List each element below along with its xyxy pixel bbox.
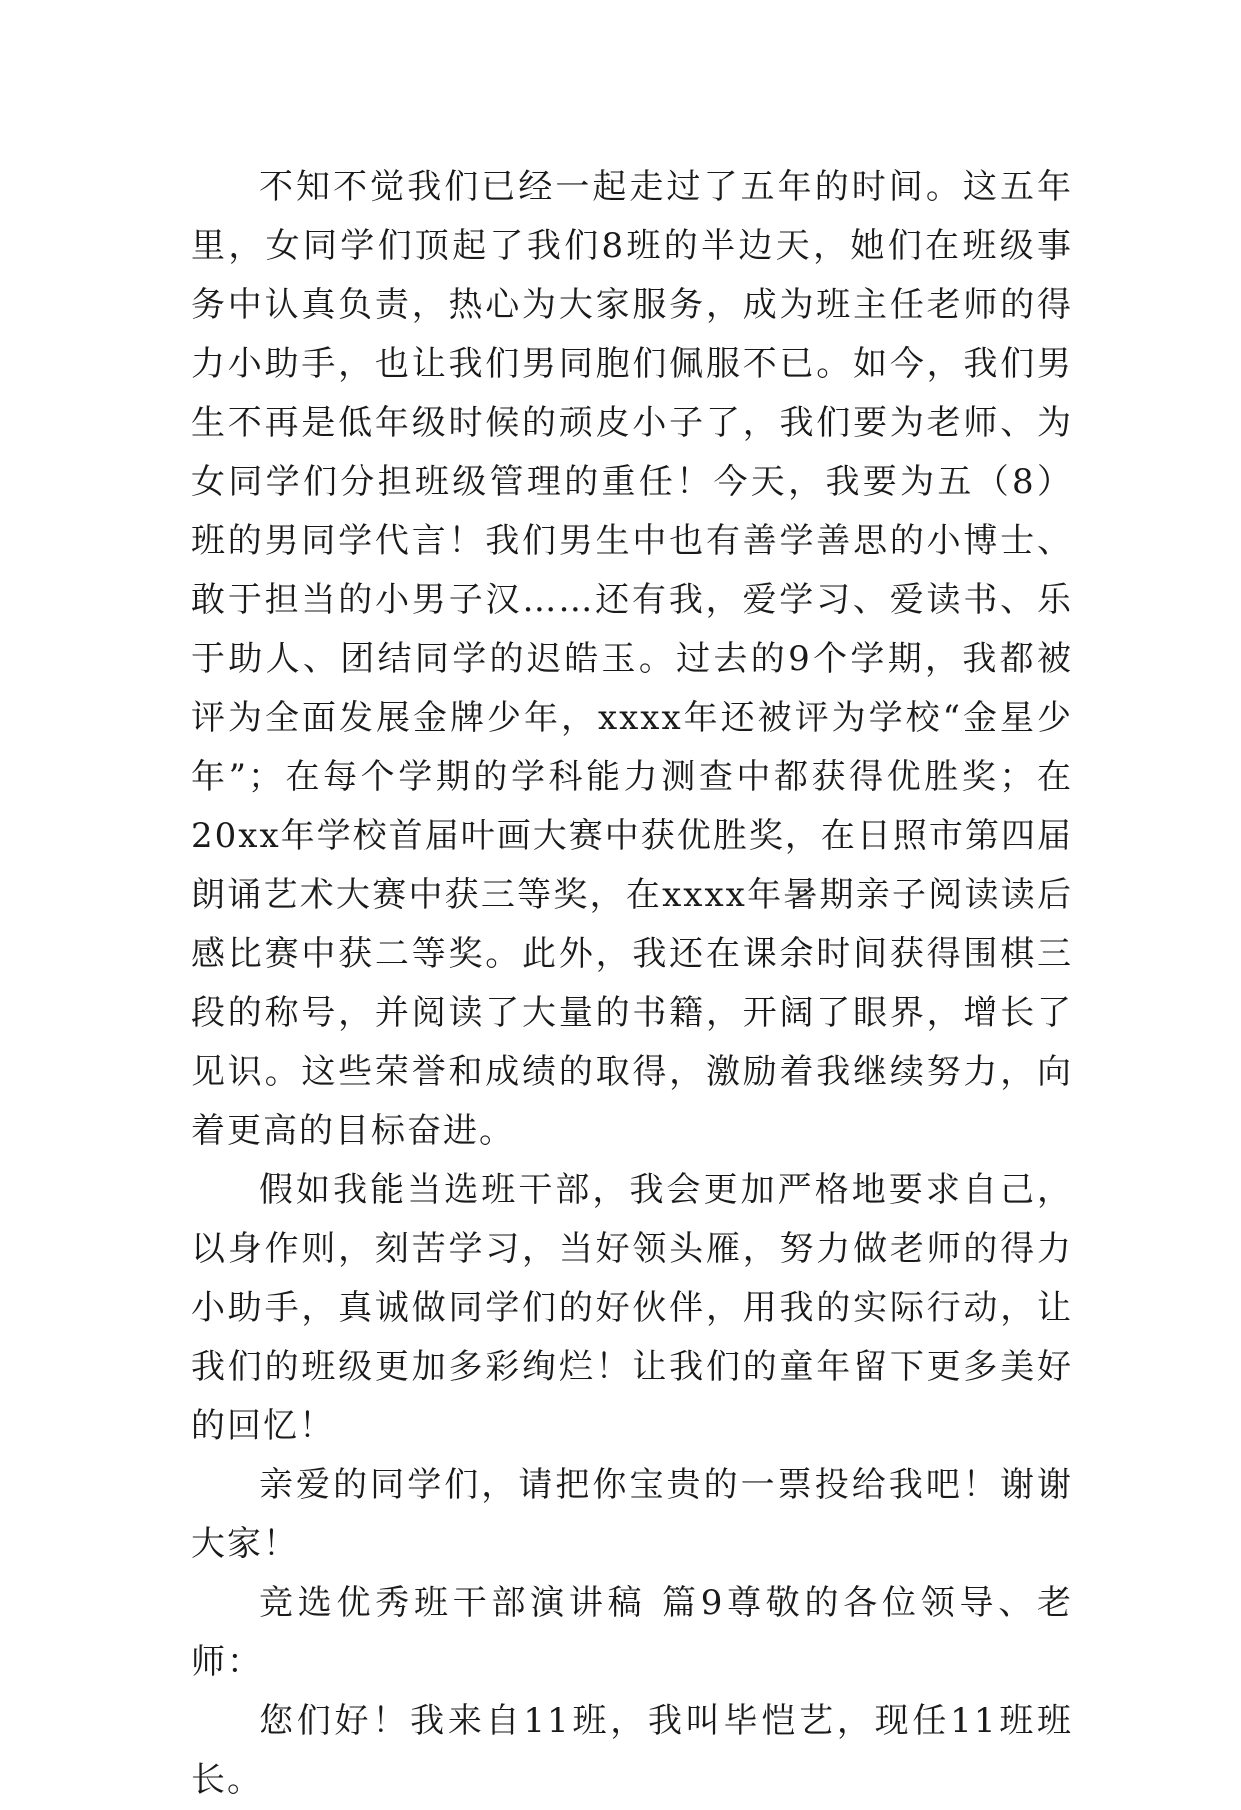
paragraph-1: 不知不觉我们已经一起走过了五年的时间。这五年里，女同学们顶起了我们8班的半边天，她们在班级事务中认真负责，热心为大家服务，成为班主任老师的得力小助手，也让我们男同胞们佩服不已。如今，我们男生不再是低年级时候的顽皮小子了，我们要为老师、为女同学们分担班级管理的重任！今天，我要为五（8）班的男同学代言！我们男生中也有善学善思的小博士、敢于担当的小男子汉……还有我，爱学习、爱读书、乐于助人、团结同学的迟皓玉。过去的9个学期，我都被评为全面发展金牌少年，xxxx年还被评为学校“金星少年”；在每个学期的学科能力测查中都获得优胜奖；在20xx年学校首届叶画大赛中获优胜奖，在日照市第四届朗诵艺术大赛中获三等奖，在xxxx年暑期亲子阅读读后感比赛中获二等奖。此外，我还在课余时间获得围棋三段的称号，并阅读了大量的书籍，开阔了眼界，增长了见识。这些荣誉和成绩的取得，激励着我继续努力，向着更高的目标奋进。 [191,167,1073,1151]
paragraph-3: 亲爱的同学们，请把你宝贵的一票投给我吧！谢谢大家！ [191,1465,1073,1564]
paragraph-2: 假如我能当选班干部，我会更加严格地要求自己，以身作则，刻苦学习，当好领头雁，努力做老师的得力小助手，真诚做同学们的好伙伴，用我的实际行动，让我们的班级更加多彩绚烂！让我们的童年留下更多美好的回忆！ [191,1170,1073,1446]
paragraph-5: 您们好！我来自11班，我叫毕恺艺，现任11班班长。 [191,1701,1073,1800]
document-body [191,158,1073,1810]
paragraph-4: 竞选优秀班干部演讲稿 篇9尊敬的各位领导、老师： [191,1583,1073,1682]
